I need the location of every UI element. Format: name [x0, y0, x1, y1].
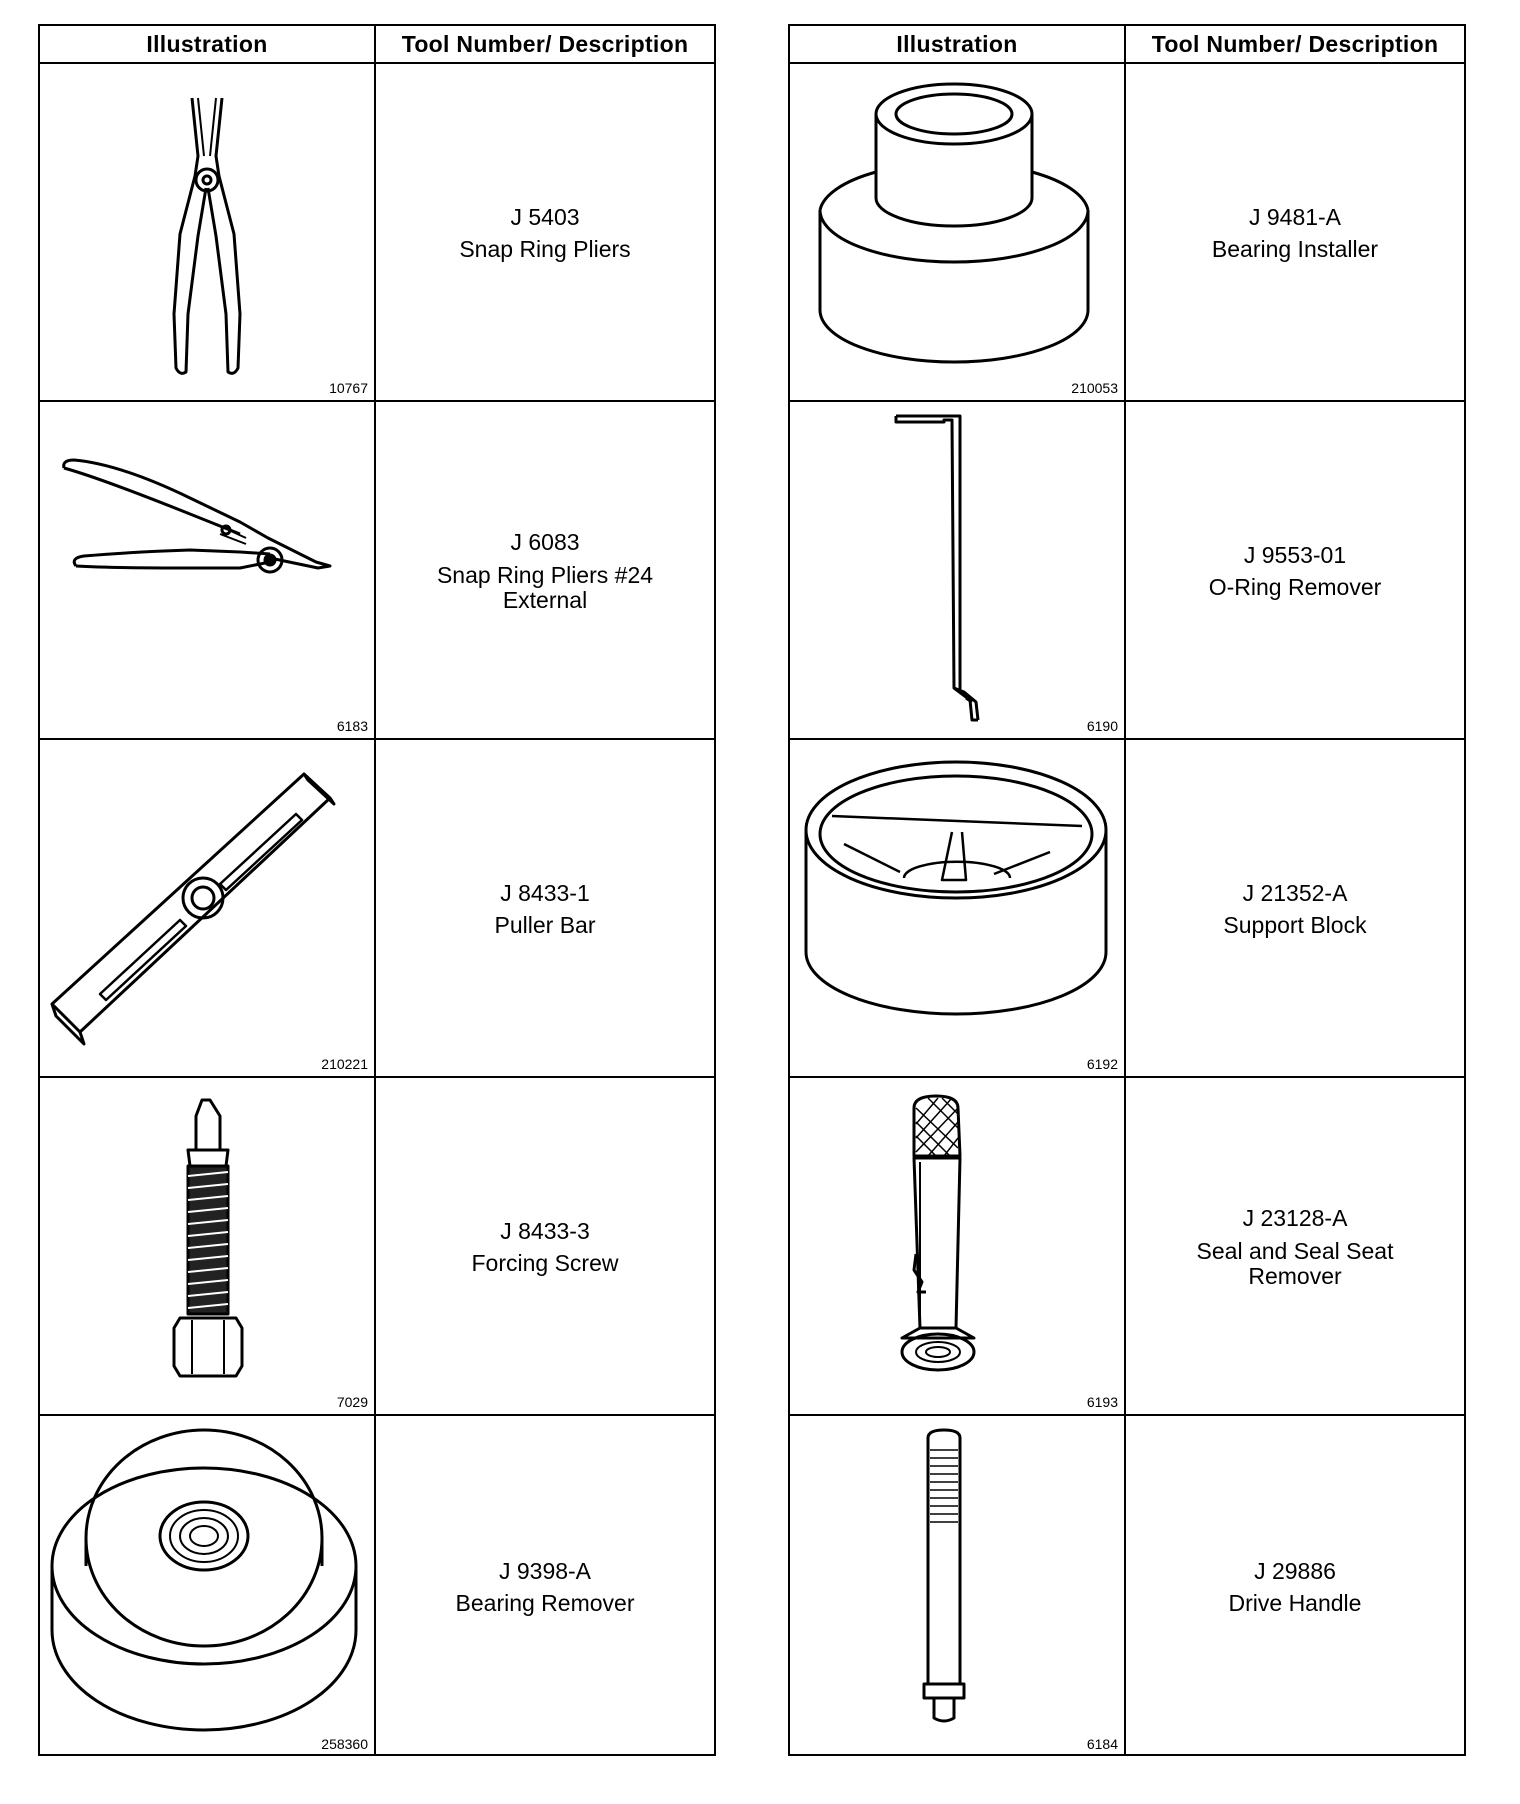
description-cell [1126, 402, 1464, 738]
description-cell [1126, 740, 1464, 1076]
tool-description: Snap Ring Pliers #24 [436, 561, 654, 588]
illustration-cell [790, 64, 1126, 400]
illustration-cell [790, 1078, 1126, 1414]
description-cell [376, 740, 714, 1076]
table-header [790, 26, 1464, 64]
tool-description: O-Ring Remover [1208, 574, 1382, 601]
figure-number: 210221 [321, 1056, 368, 1072]
tool-number: J 5403 [510, 203, 580, 230]
tool-number: J 21352-A [1242, 879, 1348, 906]
description-cell [1126, 1078, 1464, 1414]
illustration-cell [40, 64, 376, 400]
figure-number: 210053 [1071, 380, 1118, 396]
table-row [790, 1416, 1464, 1756]
description-cell [1126, 1416, 1464, 1756]
tool-description: Seal and Seal Seat [1196, 1237, 1394, 1264]
support-block-icon [790, 740, 1124, 1076]
header-description: Tool Number/ Description [401, 30, 689, 57]
illustration-cell [790, 1416, 1126, 1756]
tool-number: J 9481-A [1248, 203, 1342, 230]
tool-table-left [38, 24, 716, 1756]
o-ring-remover-icon [790, 402, 1124, 738]
header-illustration: Illustration [790, 26, 1126, 62]
tool-description: Support Block [1223, 912, 1367, 939]
drive-handle-icon [790, 1416, 1124, 1752]
tool-number: J 9553-01 [1243, 541, 1347, 568]
figure-number: 6183 [336, 718, 368, 734]
figure-number: 6190 [1086, 718, 1118, 734]
tool-description: Bearing Remover [455, 1590, 635, 1617]
tool-description: Forcing Screw [471, 1250, 619, 1277]
description-cell [376, 1416, 714, 1756]
tool-description-line-2: Remover [1248, 1262, 1342, 1289]
table-row [40, 402, 714, 740]
figure-number: 6184 [1086, 1736, 1118, 1752]
table-row [40, 64, 714, 402]
description-cell [376, 1078, 714, 1414]
illustration-cell [40, 1416, 376, 1756]
tool-description: Snap Ring Pliers [459, 236, 631, 263]
snap-ring-pliers-icon [40, 64, 374, 400]
tool-description: Puller Bar [494, 912, 596, 939]
seal-remover-icon [790, 1078, 1124, 1414]
tool-number: J 8433-3 [500, 1217, 590, 1244]
bearing-installer-icon [790, 64, 1124, 400]
tool-table-right [788, 24, 1466, 1756]
table-row [40, 740, 714, 1078]
table-row [790, 1078, 1464, 1416]
tool-number: J 6083 [510, 529, 580, 556]
snap-ring-pliers-external-icon [40, 402, 374, 738]
tool-description: Drive Handle [1228, 1590, 1362, 1617]
tool-number: J 23128-A [1242, 1205, 1348, 1232]
illustration-cell [40, 402, 376, 738]
table-row [40, 1078, 714, 1416]
illustration-cell [790, 402, 1126, 738]
header-illustration: Illustration [40, 26, 376, 62]
figure-number: 258360 [321, 1736, 368, 1752]
figure-number: 6192 [1086, 1056, 1118, 1072]
description-cell [376, 402, 714, 738]
illustration-cell [790, 740, 1126, 1076]
table-row [790, 64, 1464, 402]
description-cell [376, 64, 714, 400]
table-row [790, 740, 1464, 1078]
tool-description: Bearing Installer [1211, 236, 1379, 263]
table-row [790, 402, 1464, 740]
illustration-cell [40, 740, 376, 1076]
description-cell [1126, 64, 1464, 400]
tool-number: J 29886 [1254, 1557, 1336, 1584]
figure-number: 6193 [1086, 1394, 1118, 1410]
forcing-screw-icon [40, 1078, 374, 1414]
header-description: Tool Number/ Description [1151, 30, 1439, 57]
figure-number: 10767 [329, 380, 368, 396]
tool-number: J 8433-1 [500, 879, 590, 906]
illustration-cell [40, 1078, 376, 1414]
table-row [40, 1416, 714, 1756]
table-header [40, 26, 714, 64]
tool-description-line-2: External [502, 586, 588, 613]
puller-bar-icon [40, 740, 374, 1076]
figure-number: 7029 [336, 1394, 368, 1410]
tool-number: J 9398-A [498, 1557, 592, 1584]
bearing-remover-icon [40, 1416, 374, 1752]
